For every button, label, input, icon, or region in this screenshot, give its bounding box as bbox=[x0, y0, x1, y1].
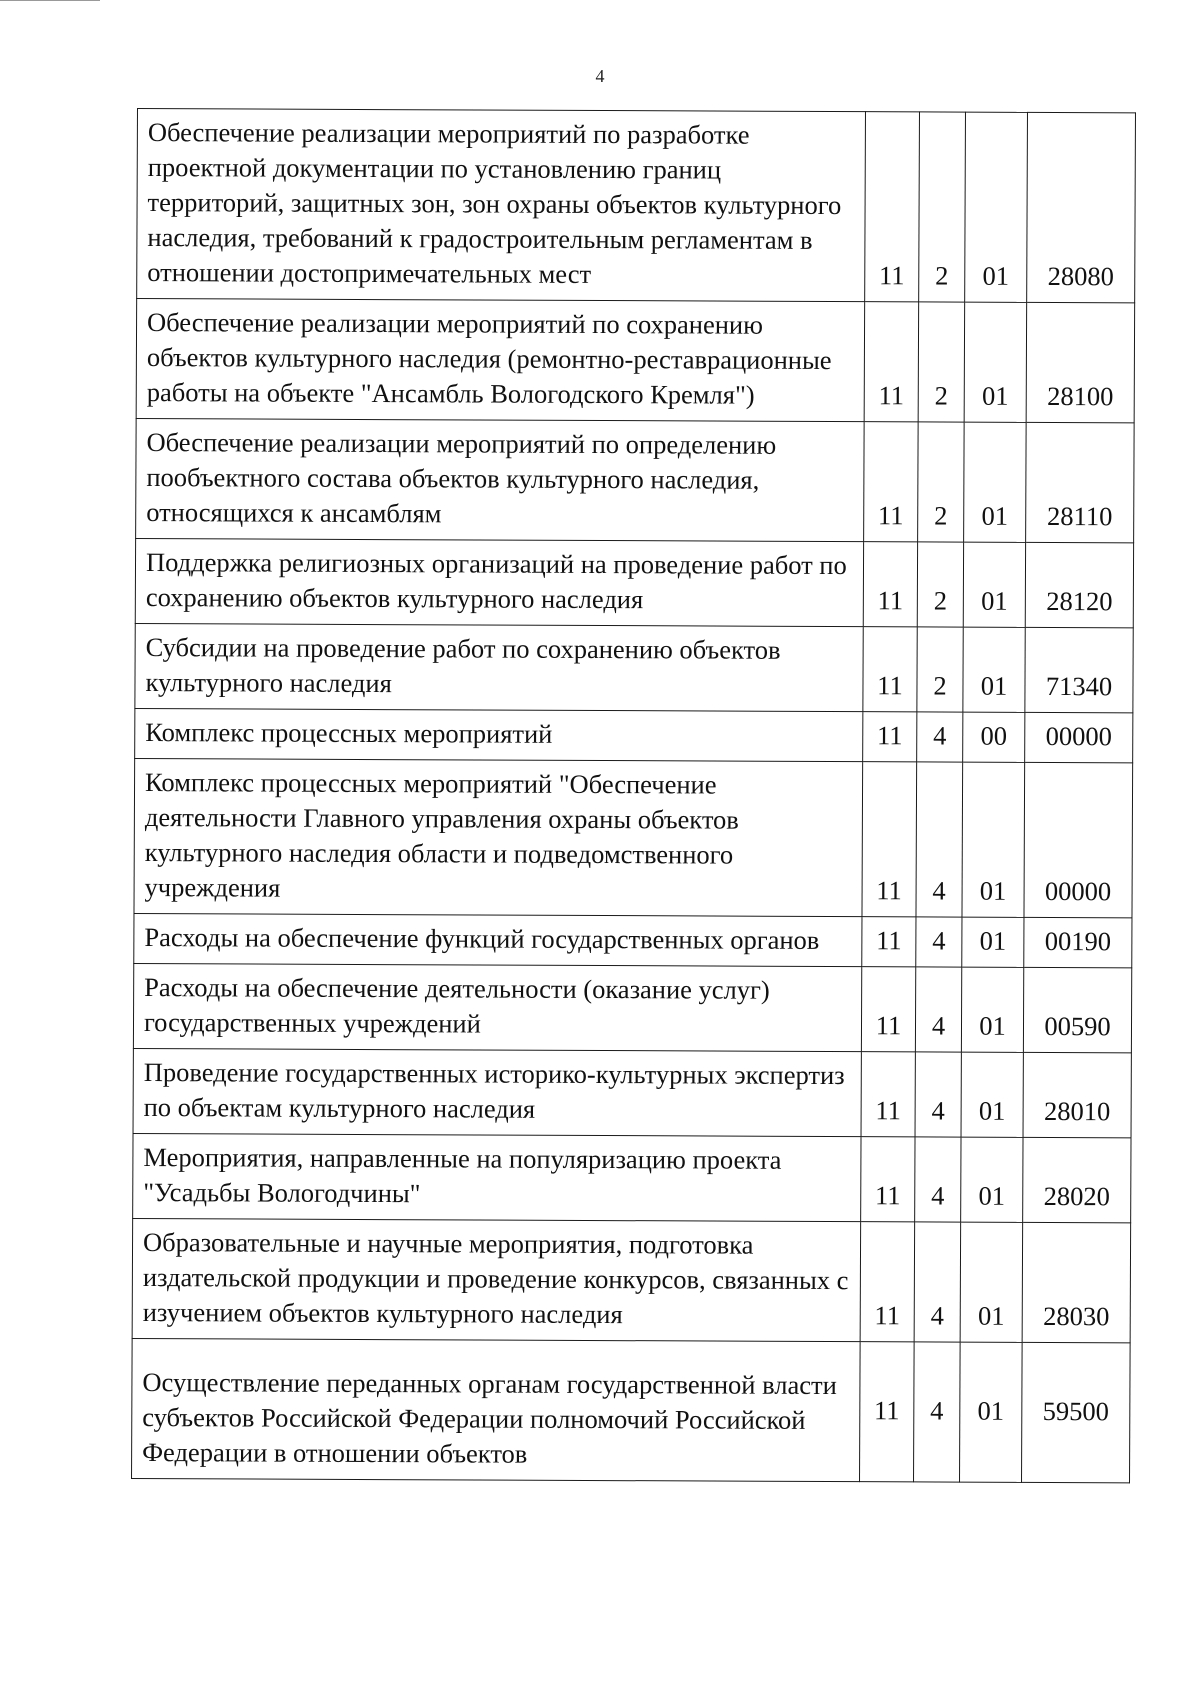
row-code-structure: 01 bbox=[964, 422, 1027, 542]
row-code-structure: 01 bbox=[961, 1052, 1023, 1137]
row-name: Образовательные и научные мероприятия, подготовка издательской продукции и проведение конкурсов, связанных с изучением объектов культурного наследия bbox=[132, 1218, 861, 1341]
row-code-direction: 28010 bbox=[1023, 1052, 1131, 1137]
row-code-program: 11 bbox=[861, 1137, 915, 1222]
table-row bbox=[136, 299, 1135, 423]
row-code-structure: 01 bbox=[965, 112, 1028, 302]
row-code-direction: 28120 bbox=[1025, 542, 1133, 627]
page-number: 4 bbox=[595, 66, 605, 86]
row-code-program: 11 bbox=[861, 1052, 915, 1137]
row-code-structure: 01 bbox=[960, 1342, 1023, 1482]
row-code-type: 4 bbox=[915, 1137, 961, 1222]
row-code-direction: 28080 bbox=[1027, 112, 1136, 302]
row-code-direction: 28020 bbox=[1023, 1137, 1131, 1222]
row-code-program: 11 bbox=[863, 712, 917, 762]
row-name: Обеспечение реализации мероприятий по определению пообъектного состава объектов культурного наследия, относящихся к ансамблям bbox=[136, 418, 865, 541]
budget-classification-table bbox=[131, 108, 1136, 1483]
row-code-structure: 01 bbox=[960, 1222, 1023, 1342]
table-row bbox=[133, 1048, 1131, 1137]
row-code-program: 11 bbox=[862, 762, 917, 917]
scan-corner-mark bbox=[0, 0, 100, 5]
row-name: Комплекс процессных мероприятий bbox=[135, 708, 863, 761]
row-code-direction: 00000 bbox=[1025, 712, 1133, 762]
row-name: Осуществление переданных органам государственной власти субъектов Российской Федерации полномочий Российской Федерации в отношении объектов bbox=[132, 1338, 861, 1481]
table-row bbox=[135, 623, 1133, 712]
row-code-type: 4 bbox=[915, 967, 961, 1052]
row-code-direction: 28030 bbox=[1022, 1222, 1131, 1342]
row-code-program: 11 bbox=[860, 1342, 915, 1482]
row-code-type: 4 bbox=[914, 1222, 961, 1342]
row-code-type: 4 bbox=[916, 762, 963, 917]
row-code-program: 11 bbox=[864, 302, 919, 422]
row-code-type: 4 bbox=[914, 1342, 961, 1482]
table-row bbox=[134, 913, 1132, 967]
table-row bbox=[133, 963, 1131, 1052]
table-row bbox=[135, 538, 1133, 627]
row-code-type: 2 bbox=[918, 422, 965, 542]
table-row bbox=[132, 1218, 1131, 1342]
row-code-structure: 01 bbox=[963, 542, 1025, 627]
row-name: Субсидии на проведение работ по сохранению объектов культурного наследия bbox=[135, 623, 863, 711]
table-row bbox=[137, 109, 1136, 303]
table-row bbox=[133, 1133, 1131, 1222]
row-code-type: 2 bbox=[918, 302, 965, 422]
row-code-type: 2 bbox=[917, 627, 963, 712]
row-name: Поддержка религиозных организаций на проведение работ по сохранению объектов культурного наследия bbox=[135, 538, 863, 626]
row-code-direction: 71340 bbox=[1025, 627, 1133, 712]
row-code-structure: 01 bbox=[963, 627, 1025, 712]
row-name: Расходы на обеспечение деятельности (оказание услуг) государственных учреждений bbox=[133, 963, 861, 1051]
row-code-type: 2 bbox=[917, 542, 963, 627]
table-row bbox=[136, 418, 1135, 542]
row-name: Обеспечение реализации мероприятий по сохранению объектов культурного наследия (ремонтно-реставрационные работы на объекте "Ансамбль Вологодского Кремля") bbox=[136, 299, 865, 422]
row-code-program: 11 bbox=[860, 1222, 915, 1342]
row-code-direction: 00000 bbox=[1024, 762, 1133, 917]
row-name: Проведение государственных историко-культурных экспертиз по объектам культурного наследия bbox=[133, 1048, 861, 1136]
table-row bbox=[132, 1338, 1131, 1482]
row-name: Расходы на обеспечение функций государственных органов bbox=[134, 913, 862, 966]
row-code-program: 11 bbox=[863, 542, 917, 627]
row-code-structure: 00 bbox=[963, 712, 1025, 762]
row-code-type: 4 bbox=[916, 917, 962, 967]
row-code-program: 11 bbox=[864, 422, 919, 542]
row-code-direction: 00190 bbox=[1024, 917, 1132, 967]
row-code-type: 4 bbox=[917, 712, 963, 762]
row-code-program: 11 bbox=[861, 967, 915, 1052]
row-code-direction: 59500 bbox=[1022, 1342, 1131, 1482]
row-code-program: 11 bbox=[862, 917, 916, 967]
row-code-structure: 01 bbox=[961, 1137, 1023, 1222]
row-code-type: 4 bbox=[915, 1052, 961, 1137]
row-code-direction: 00590 bbox=[1023, 967, 1131, 1052]
row-code-program: 11 bbox=[865, 112, 920, 302]
table-row bbox=[134, 758, 1133, 917]
row-code-structure: 01 bbox=[964, 302, 1027, 422]
table-row bbox=[135, 708, 1133, 762]
row-code-type: 2 bbox=[919, 112, 966, 302]
row-code-direction: 28100 bbox=[1026, 302, 1135, 422]
row-code-program: 11 bbox=[863, 627, 917, 712]
row-name: Комплекс процессных мероприятий "Обеспечение деятельности Главного управления охраны объектов культурного наследия области и подведомственного учреждения bbox=[134, 758, 863, 916]
row-code-structure: 01 bbox=[962, 762, 1025, 917]
row-code-structure: 01 bbox=[961, 967, 1023, 1052]
row-code-direction: 28110 bbox=[1026, 422, 1135, 542]
row-name: Мероприятия, направленные на популяризацию проекта "Усадьбы Вологодчины" bbox=[133, 1133, 861, 1221]
row-name: Обеспечение реализации мероприятий по разработке проектной документации по установлению границ территорий, защитных зон, зон охраны объектов культурного наследия, требований к градостроительным регламентам в отношении достопримечательных мест bbox=[137, 109, 866, 302]
row-code-structure: 01 bbox=[962, 917, 1024, 967]
